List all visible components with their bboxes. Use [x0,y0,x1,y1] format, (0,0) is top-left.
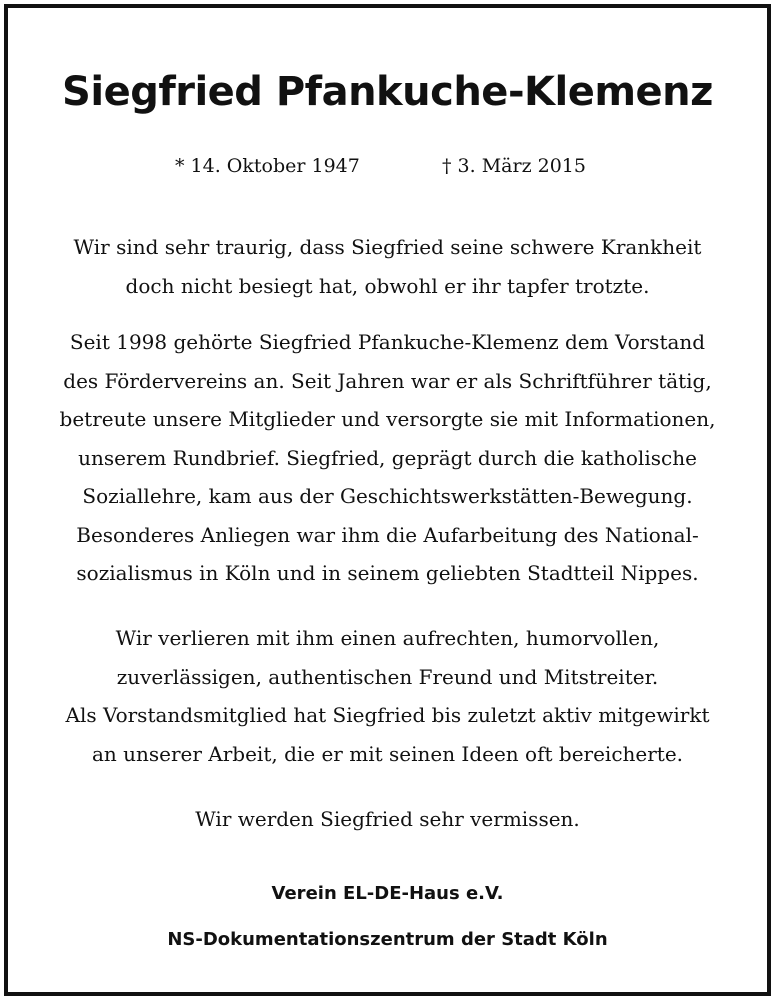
text-line: Wir verlieren mit ihm einen aufrechten, humorvollen, [115,626,660,650]
birth-date: * 14. Oktober 1947 [175,155,360,177]
text-line: an unserer Arbeit, die er mit seinen Ideen oft bereicherte. [91,741,684,766]
text-line: Soziallehre, kam aus der Geschichtswerkstätten-Bewegung. [82,484,693,508]
text-line: Wir werden Siegfried sehr vermissen. [195,807,580,831]
paragraph-tribute [30,619,745,773]
text-line: unserem Rundbrief. Siegfried, geprägt durch die katholische [78,445,697,470]
text-line: Als Vorstandsmitglied hat Siegfried bis zuletzt aktiv mitgewirkt [65,703,710,727]
deceased-name: Siegfried Pfankuche-Klemenz [62,69,713,115]
text-line: Wir sind sehr traurig, dass Siegfried seine schwere Krankheit [73,235,702,259]
text-line: sozialismus in Köln und in seinem geliebten Stadtteil Nippes. [76,561,699,585]
signature-association: Verein EL-DE-Haus e.V. [271,883,504,904]
text-line: doch nicht besiegt hat, obwohl er ihr tapfer trotzte. [125,273,650,298]
text-line: Seit 1998 gehörte Siegfried Pfankuche-Klemenz dem Vorstand [69,330,706,354]
text-line: des Fördervereins an. Seit Jahren war er als Schriftführer tätig, [63,368,712,393]
life-dates [0,152,775,180]
text-line: zuverlässigen, authentischen Freund und Mitstreiter. [116,664,659,689]
paragraph-condolence [30,228,745,305]
signature-documentation-center: NS-Dokumentationszentrum der Stadt Köln [167,929,608,950]
text-line: Besonderes Anliegen war ihm die Aufarbeitung des National- [76,522,699,547]
paragraph-farewell [30,800,745,839]
paragraph-biography [30,323,745,593]
death-date: † 3. März 2015 [442,155,586,177]
text-line: betreute unsere Mitglieder und versorgte sie mit Informationen, [59,407,716,431]
